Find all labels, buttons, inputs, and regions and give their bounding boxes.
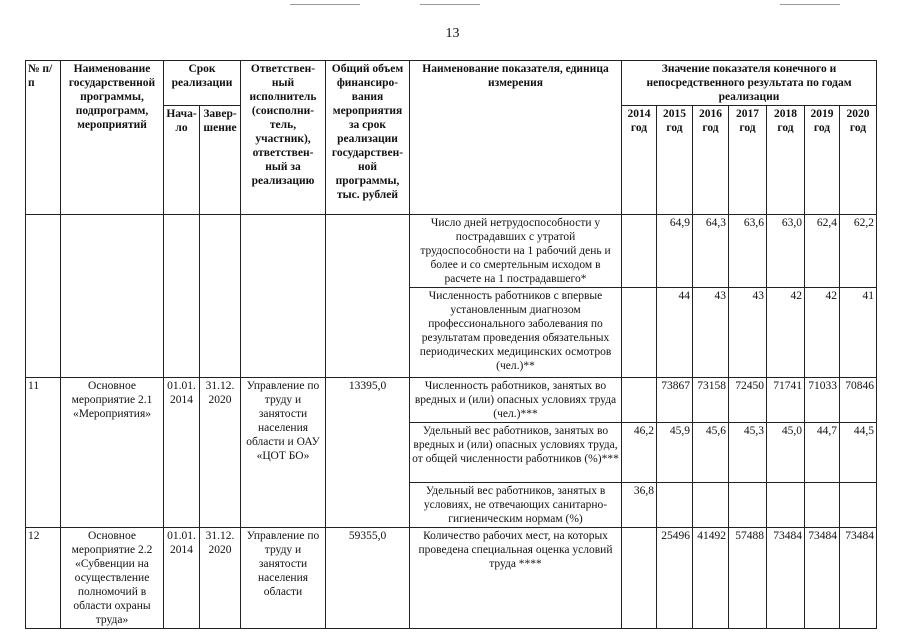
scan-mark [290,4,360,5]
executor-cell: Управление по труду и занятости населения области [241,528,326,629]
year-value-cell: 71033 [805,378,840,423]
year-value-cell: 62,4 [805,215,840,288]
start-date-cell: 01.01. 2014 [164,378,200,528]
year-value-cell: 42 [767,288,805,378]
funding-cell: 13395,0 [326,378,410,528]
header-term-end: Завер-шение [200,106,241,215]
header-term: Срок реализации [164,61,241,106]
executor-cell [241,215,326,378]
scan-mark [780,4,840,5]
header-num: № п/п [26,61,61,215]
year-value-cell: 41 [840,288,877,378]
year-value-cell: 73484 [805,528,840,629]
year-value-cell: 73484 [767,528,805,629]
year-value-cell [622,378,657,423]
indicator-cell: Количество рабочих мест, на которых проведена специальная оценка условий труда **** [410,528,622,629]
header-name: Наименование государственной программы, подпрограмм, мероприятий [61,61,164,215]
year-value-cell: 63,0 [767,215,805,288]
start-date-cell: 01.01. 2014 [164,528,200,629]
year-value-cell: 63,6 [729,215,767,288]
year-value-cell: 36,8 [622,483,657,528]
program-table [25,60,877,629]
year-value-cell: 45,6 [693,423,729,483]
year-value-cell [622,528,657,629]
header-year: 2019 год [805,106,840,215]
header-term-start: Нача-ло [164,106,200,215]
year-value-cell: 45,0 [767,423,805,483]
year-value-cell: 44,5 [840,423,877,483]
year-value-cell: 44 [657,288,693,378]
header-year: 2014 год [622,106,657,215]
indicator-cell: Число дней нетрудоспособности у пострадавших с утратой трудоспособности на 1 рабочий день и более и со смертельным исходом в расчете на 1 пострадавшего* [410,215,622,288]
indicator-cell: Численность работников с впервые установленным диагнозом профессионального заболевания по результатам проведения обязательных периодических медицинских осмотров (чел.)** [410,288,622,378]
year-value-cell [693,483,729,528]
year-value-cell: 42 [805,288,840,378]
year-value-cell: 45,9 [657,423,693,483]
row-number-cell: 12 [26,528,61,629]
header-year: 2020 год [840,106,877,215]
year-value-cell [729,483,767,528]
year-value-cell: 44,7 [805,423,840,483]
funding-cell: 59355,0 [326,528,410,629]
funding-cell [326,215,410,378]
year-value-cell [622,215,657,288]
activity-name-cell: Основное мероприятие 2.1 «Мероприятия» [61,378,164,528]
executor-cell: Управление по труду и занятости населения области и ОАУ «ЦОТ БО» [241,378,326,528]
year-value-cell: 62,2 [840,215,877,288]
year-value-cell: 72450 [729,378,767,423]
table-row [26,378,877,423]
header-year: 2015 год [657,106,693,215]
year-value-cell: 45,3 [729,423,767,483]
indicator-cell: Удельный вес работников, занятых в условиях, не отвечающих санитарно-гигиеническим нормам (%) [410,483,622,528]
year-value-cell: 57488 [729,528,767,629]
end-date-cell: 31.12. 2020 [200,528,241,629]
year-value-cell [767,483,805,528]
year-value-cell: 73158 [693,378,729,423]
table-row [26,528,877,629]
year-value-cell [840,483,877,528]
header-year: 2017 год [729,106,767,215]
year-value-cell [622,288,657,378]
table-row [26,215,877,288]
end-date-cell [200,215,241,378]
year-value-cell: 43 [729,288,767,378]
header-executor: Ответствен-ный исполнитель (соисполни-тель, участник), ответствен-ный за реализацию [241,61,326,215]
indicator-cell: Удельный вес работников, занятых во вредных и (или) опасных условиях труда, от общей численности работников (%)*** [410,423,622,483]
header-values: Значение показателя конечного и непосредственного результата по годам реализации [622,61,877,106]
year-value-cell: 64,3 [693,215,729,288]
scan-mark [420,4,480,5]
start-date-cell [164,215,200,378]
year-value-cell: 64,9 [657,215,693,288]
indicator-cell: Численность работников, занятых во вредных и (или) опасных условиях труда (чел.)*** [410,378,622,423]
year-value-cell: 73484 [840,528,877,629]
year-value-cell [657,483,693,528]
header-year: 2018 год [767,106,805,215]
year-value-cell: 71741 [767,378,805,423]
activity-name-cell [61,215,164,378]
header-indicator: Наименование показателя, единица измерения [410,61,622,215]
activity-name-cell: Основное мероприятие 2.2 «Субвенции на осуществление полномочий в области охраны труда» [61,528,164,629]
header-funding: Общий объем финансиро-вания мероприятия за срок реализации государствен-ной программы, тыс. рублей [326,61,410,215]
year-value-cell: 41492 [693,528,729,629]
year-value-cell: 73867 [657,378,693,423]
year-value-cell [805,483,840,528]
end-date-cell: 31.12. 2020 [200,378,241,528]
year-value-cell: 43 [693,288,729,378]
page-number: 13 [445,26,460,41]
header-year: 2016 год [693,106,729,215]
row-number-cell [26,215,61,378]
year-value-cell: 70846 [840,378,877,423]
year-value-cell: 25496 [657,528,693,629]
row-number-cell: 11 [26,378,61,528]
year-value-cell: 46,2 [622,423,657,483]
